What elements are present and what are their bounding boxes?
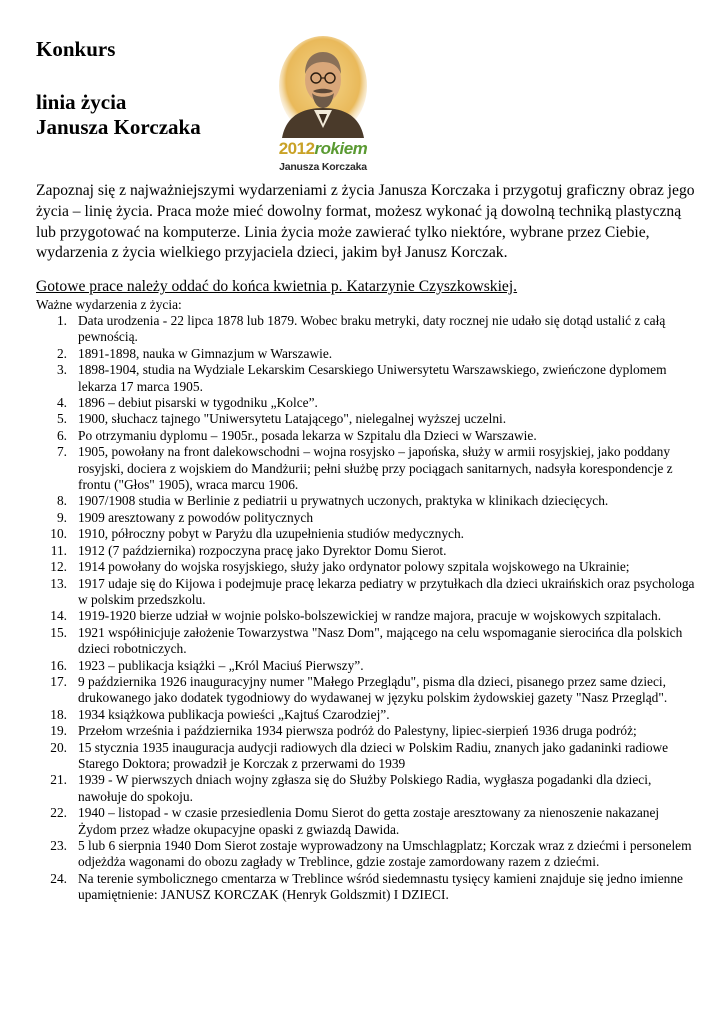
event-item <box>36 658 696 674</box>
event-number: 2. <box>56 345 67 361</box>
event-item <box>36 493 696 509</box>
event-number: 20. <box>50 739 67 755</box>
event-text: 1896 – debiut pisarski w tygodniku „Kolce”. <box>78 395 318 411</box>
event-number: 7. <box>56 444 67 460</box>
event-text: 1909 aresztowany z powodów politycznych <box>78 509 314 525</box>
event-item <box>36 608 696 624</box>
event-text: 1914 powołany do wojska rosyjskiego, służy jako ordynator polowy szpitala wojskowego na Ukrainie; <box>78 559 630 575</box>
page-title-line3: Janusza Korczaka <box>36 115 201 139</box>
event-text: 1905, powołany na front dalekowschodni – wojna rosyjsko – japońska, służy w armii rosyjskiej, jako poddany rosyjski, dociera z wojskiem do Mandżurii; pełni służbę przy pociągach sanitarnych, nadsyła korespondencje z frontu ("Głos" 1905), wraca marcu 1906. <box>78 444 673 493</box>
event-number: 6. <box>56 427 67 443</box>
event-text: 1940 – listopad - w czasie przesiedlenia Domu Sierot do getta zostaje aresztowany za nienoszenie nakazanej Żydom przez władze okupacyjne opaski z gwiazdą Dawida. <box>78 805 660 837</box>
event-number: 1. <box>56 313 67 328</box>
event-number: 12. <box>50 559 67 575</box>
event-text: 1900, słuchacz tajnego "Uniwersytetu Latającego", nielegalnej wyższej uczelni. <box>78 411 507 427</box>
event-text: Na terenie symbolicznego cmentarza w Treblince wśród siedemnastu tysięcy kamieni znajduje się jedno imienne upamiętnienie: JANUSZ KORCZAK (Henryk Goldszmit) I DZIECI. <box>78 870 683 903</box>
event-text: 1939 - W pierwszych dniach wojny zgłasza się do Służby Polskiego Radia, wygłasza pogadanki dla dzieci, nawołuje do spokoju. <box>78 772 652 804</box>
deadline-notice: Gotowe prace należy oddać do końca kwietnia p. Katarzynie Czyszkowskiej. <box>36 278 518 295</box>
events-heading: Ważne wydarzenia z życia: <box>36 297 182 312</box>
event-number: 3. <box>56 362 67 378</box>
logo-year-text: 2012rokiem <box>278 139 368 158</box>
event-item <box>36 805 696 838</box>
event-text: 1934 książkowa publikacja powieści „Kajtuś Czarodziej”. <box>78 706 390 722</box>
event-number: 14. <box>50 608 67 624</box>
event-number: 18. <box>50 706 67 722</box>
events-list <box>36 313 696 904</box>
event-item <box>36 871 696 904</box>
event-item <box>36 740 696 773</box>
event-number: 23. <box>50 838 67 853</box>
event-text: 1891-1898, nauka w Gimnazjum w Warszawie. <box>78 345 333 361</box>
logo-name-text: Janusza Korczaka <box>279 161 367 173</box>
event-item <box>36 411 696 427</box>
event-number: 19. <box>50 723 67 739</box>
korczak-year-logo <box>268 36 378 178</box>
event-item <box>36 510 696 526</box>
event-item <box>36 313 696 346</box>
event-item <box>36 772 696 805</box>
event-text: 1921 współinicjuje założenie Towarzystwa "Nasz Dom", mającego na celu wspomaganie sierocińca dla polskich dzieci robotniczych. <box>78 624 683 657</box>
event-text: 1907/1908 studia w Berlinie z pediatrii u prywatnych uczonych, praktyka w klinikach dziecięcych. <box>78 493 609 509</box>
event-text: 15 stycznia 1935 inauguracja audycji radiowych dla dzieci w Polskim Radiu, znanych jako gadaninki radiowe Starego Doktora; prowadził je Korczak z przerwami do 1939 <box>78 739 669 771</box>
page-title-konkurs: Konkurs <box>36 37 116 61</box>
event-text: 9 października 1926 inauguracyjny numer "Małego Przeglądu", pisma dla dzieci, pisanego przez same dzieci, drukowanego jako dodatek tygodniowy do wydawanej w języku polskim żydowskiej gazety "Nasz Przegląd". <box>78 673 668 706</box>
intro-paragraph: Zapoznaj się z najważniejszymi wydarzeniami z życia Janusza Korczaka i przygotuj graficzny obraz jego życia – linię życia. Praca może mieć dowolny format, możesz wykonać ją dowolną techniką plastyczną lub przygotować na komputerze. Linia życia może zawierać tylko niektóre, wybrane przez Ciebie, wydarzenia z życia wielkiego przyjaciela dzieci, jakim był Janusz Korczak. <box>36 182 695 262</box>
event-text: Data urodzenia - 22 lipca 1878 lub 1879. Wobec braku metryki, daty rocznej nie udało się dotąd ustalić z całą pewnością. <box>78 313 666 345</box>
page-title-line2: linia życia <box>36 90 127 114</box>
event-text: 5 lub 6 sierpnia 1940 Dom Sierot zostaje wyprowadzony na Umschlagplatz; Korczak wraz z dziećmi i personelem odjeżdża wagonami do obozu zagłady w Treblince, gdzie zostaje zamordowany razem z dziećmi. <box>78 838 692 870</box>
event-number: 22. <box>50 805 67 821</box>
event-item <box>36 576 696 609</box>
event-number: 16. <box>50 657 67 673</box>
event-number: 13. <box>50 575 67 591</box>
event-number: 15. <box>50 624 67 640</box>
event-item <box>36 707 696 723</box>
event-number: 21. <box>50 772 67 788</box>
event-item <box>36 526 696 542</box>
event-text: 1912 (7 października) rozpoczyna pracę jako Dyrektor Domu Sierot. <box>78 542 447 558</box>
event-item <box>36 838 696 871</box>
event-text: 1919-1920 bierze udział w wojnie polsko-bolszewickiej w randze majora, pracuje w wojskowych szpitalach. <box>78 608 662 624</box>
event-number: 24. <box>50 870 67 886</box>
event-text: 1910, półroczny pobyt w Paryżu dla uzupełnienia studiów medycznych. <box>78 526 465 542</box>
korczak-portrait-icon <box>268 36 378 138</box>
event-number: 8. <box>56 493 67 509</box>
event-number: 4. <box>56 395 67 411</box>
event-item <box>36 543 696 559</box>
event-item <box>36 346 696 362</box>
event-item <box>36 395 696 411</box>
event-text: Po otrzymaniu dyplomu – 1905r., posada lekarza w Szpitalu dla Dzieci w Warszawie. <box>78 427 537 443</box>
event-item <box>36 362 696 395</box>
event-text: 1898-1904, studia na Wydziale Lekarskim Cesarskiego Uniwersytetu Warszawskiego, zwieńczone dyplomem lekarza 17 marca 1905. <box>78 362 667 394</box>
event-text: Przełom września i października 1934 pierwsza podróż do Palestyny, lipiec-sierpień 1936 druga podróż; <box>78 723 637 739</box>
event-text: 1923 – publikacja książki – „Król Maciuś Pierwszy”. <box>78 657 364 673</box>
event-number: 11. <box>50 542 67 558</box>
event-number: 9. <box>56 509 67 525</box>
event-item <box>36 444 696 493</box>
event-item <box>36 674 696 707</box>
event-item <box>36 723 696 739</box>
event-item <box>36 625 696 658</box>
event-text: 1917 udaje się do Kijowa i podejmuje pracę lekarza pediatry w przytułkach dla dzieci ukraińskich oraz psychologa w polskim przedszkolu. <box>78 575 695 607</box>
event-number: 10. <box>50 526 67 542</box>
event-number: 5. <box>56 411 67 427</box>
event-item <box>36 428 696 444</box>
event-item <box>36 559 696 575</box>
event-number: 17. <box>50 673 67 689</box>
